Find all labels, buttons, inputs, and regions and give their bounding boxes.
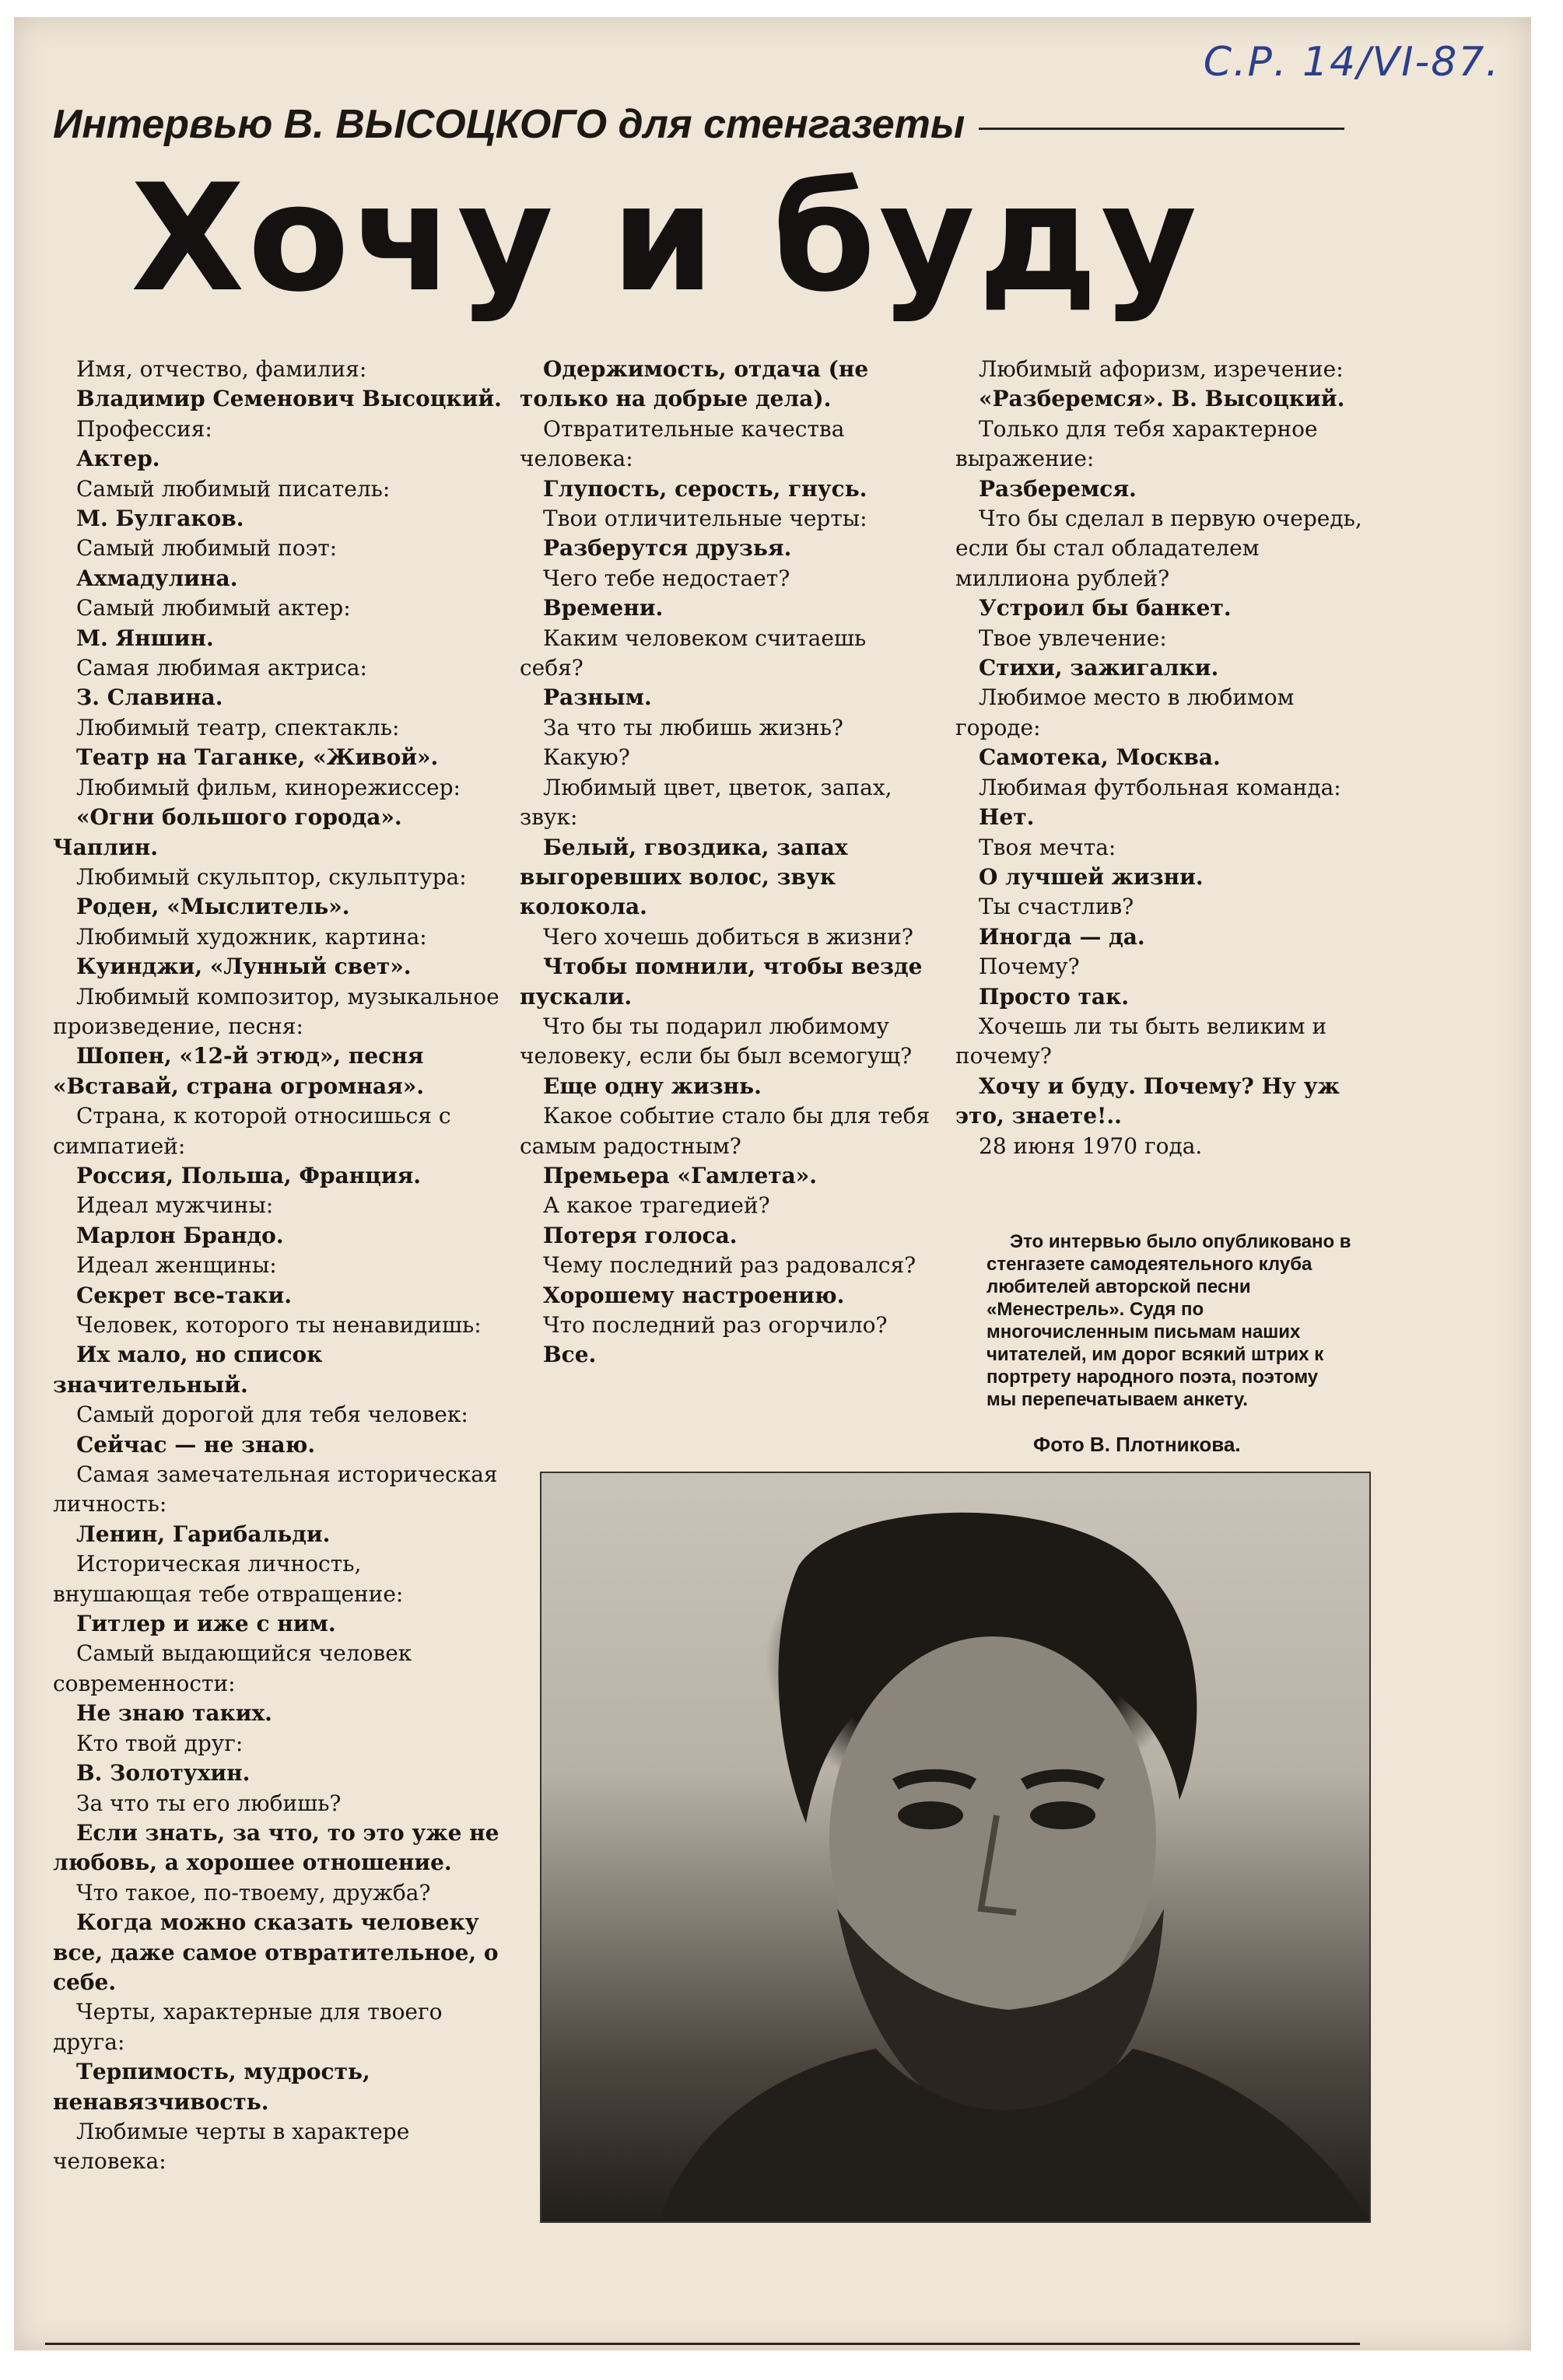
answer-text: З. Славина. bbox=[76, 684, 223, 711]
answer-text: Разным. bbox=[543, 684, 652, 711]
question-text: Любимый фильм, кинорежиссер: bbox=[76, 774, 461, 800]
answer-text: М. Яншин. bbox=[76, 625, 214, 651]
question-text: Почему? bbox=[979, 954, 1080, 980]
answer-text: Одержимость, отдача (не только на добрые дела). bbox=[520, 356, 869, 412]
answer-text: Марлон Брандо. bbox=[76, 1222, 284, 1248]
answer-text: Терпимость, мудрость, ненавязчивость. bbox=[53, 2059, 370, 2115]
photo-credit: Фото В. Плотникова. bbox=[1033, 1433, 1241, 1456]
article-headline: Хочу и буду bbox=[131, 152, 1200, 324]
question-text: Отвратительные качества человека: bbox=[520, 415, 845, 472]
answer-text: Глупость, серость, гнусь. bbox=[543, 475, 867, 502]
answer-text: Самотека, Москва. bbox=[979, 744, 1221, 771]
answer-text: Белый, гвоздика, запах выгоревших волос, звук колокола. bbox=[520, 834, 848, 920]
answer-text: Стихи, зажигалки. bbox=[979, 655, 1219, 681]
answer-text: «Разберемся». В. Высоцкий. bbox=[979, 386, 1345, 412]
question-text: Кто твой друг: bbox=[76, 1730, 244, 1756]
answer-text: М. Булгаков. bbox=[76, 506, 244, 532]
editorial-note: Это интервью было опубликовано в стенгазете самодеятельного клуба любителей авторской песни «Менестрель». Судя по многочисленным письмам наших читателей, им дорог всякий штрих к портрету народного поэта, поэтому мы перепечатываем анкету. bbox=[987, 1231, 1351, 1410]
answer-text: Все. bbox=[543, 1342, 597, 1368]
question-text: Самая замечательная историческая личность: bbox=[53, 1461, 498, 1517]
question-text: Только для тебя характерное выражение: bbox=[955, 415, 1318, 472]
question-text: Самый выдающийся человек современности: bbox=[53, 1640, 412, 1696]
question-text: Самая любимая актриса: bbox=[76, 655, 367, 681]
answer-text: Секрет все-таки. bbox=[76, 1282, 292, 1308]
answer-text: Сейчас — не знаю. bbox=[76, 1431, 316, 1458]
answer-text: Театр на Таганке, «Живой». bbox=[76, 744, 439, 771]
question-text: Любимый цвет, цветок, запах, звук: bbox=[520, 774, 892, 831]
question-text: Твоя мечта: bbox=[979, 834, 1116, 860]
question-text: Чего тебе недостает? bbox=[543, 565, 790, 591]
answer-text: Ленин, Гарибальди. bbox=[76, 1521, 331, 1547]
question-text: Твои отличительные черты: bbox=[543, 506, 867, 532]
handwritten-note: С.Р. 14/VI-87. bbox=[1203, 39, 1500, 86]
answer-text: Ахмадулина. bbox=[76, 565, 238, 591]
portrait-illustration bbox=[541, 1473, 1369, 2221]
question-text: Что последний раз огорчило? bbox=[543, 1312, 888, 1338]
question-text: Что бы сделал в первую очередь, если бы стал обладателем миллиона рублей? bbox=[955, 506, 1362, 591]
answer-text: Устроил бы банкет. bbox=[979, 595, 1232, 621]
answer-text: Еще одну жизнь. bbox=[543, 1073, 762, 1099]
question-text: А какое трагедией? bbox=[543, 1192, 770, 1219]
portrait-photo bbox=[540, 1472, 1371, 2223]
question-text: Любимый театр, спектакль: bbox=[76, 714, 400, 740]
question-text: Любимый афоризм, изречение: bbox=[979, 356, 1344, 382]
answer-text: Если знать, за что, то это уже не любовь, а хорошее отношение. bbox=[53, 1819, 499, 1876]
kicker-rule bbox=[979, 128, 1344, 130]
question-text: 28 июня 1970 года. bbox=[979, 1132, 1203, 1159]
newspaper-clipping bbox=[14, 17, 1531, 2350]
question-text: Чему последний раз радовался? bbox=[543, 1252, 916, 1279]
answer-text: Актер. bbox=[76, 446, 160, 472]
question-text: Твое увлечение: bbox=[979, 625, 1167, 651]
question-text: Самый дорогой для тебя человек: bbox=[76, 1402, 468, 1428]
question-text: Человек, которого ты ненавидишь: bbox=[76, 1312, 482, 1338]
answer-text: Россия, Польша, Франция. bbox=[76, 1162, 422, 1188]
question-text: Историческая личность, внушающая тебе отвращение: bbox=[53, 1551, 404, 1607]
question-text: Какое событие стало бы для тебя самым радостным? bbox=[520, 1103, 930, 1159]
question-text: Что такое, по-твоему, дружба? bbox=[76, 1879, 431, 1906]
answer-text: Хорошему настроению. bbox=[543, 1282, 845, 1308]
column-2 bbox=[520, 355, 932, 1370]
question-text: Любимые черты в характере человека: bbox=[53, 2118, 410, 2175]
question-text: Что бы ты подарил любимому человеку, если бы был всемогущ? bbox=[520, 1013, 913, 1069]
answer-text: О лучшей жизни. bbox=[979, 863, 1204, 890]
answer-text: Гитлер и иже с ним. bbox=[76, 1611, 336, 1637]
answer-text: Иногда — да. bbox=[979, 923, 1145, 950]
answer-text: Когда можно сказать человеку все, даже самое отвратительное, о себе. bbox=[53, 1909, 499, 1995]
question-text: Любимый художник, картина: bbox=[76, 923, 427, 950]
answer-text: «Огни большого города». Чаплин. bbox=[53, 804, 402, 860]
question-text: Любимый скульптор, скульптура: bbox=[76, 863, 467, 890]
question-text: Профессия: bbox=[76, 415, 212, 442]
answer-text: Чтобы помнили, чтобы везде пускали. bbox=[520, 954, 923, 1010]
answer-text: Роден, «Мыслитель». bbox=[76, 894, 350, 920]
question-text: Любимый композитор, музыкальное произведение, песня: bbox=[53, 983, 499, 1039]
question-text: Хочешь ли ты быть великим и почему? bbox=[955, 1013, 1327, 1069]
answer-text: Их мало, но список значительный. bbox=[53, 1342, 323, 1398]
answer-text: Хочу и буду. Почему? Ну уж это, знаете!.. bbox=[955, 1073, 1340, 1129]
answer-text: Нет. bbox=[979, 804, 1035, 831]
question-text: Чего хочешь добиться в жизни? bbox=[543, 923, 913, 950]
question-text: Любимое место в любимом городе: bbox=[955, 684, 1295, 740]
bottom-rule bbox=[45, 2343, 1360, 2345]
question-text: Каким человеком считаешь себя? bbox=[520, 625, 867, 681]
question-text: Самый любимый актер: bbox=[76, 595, 351, 621]
answer-text: Не знаю таких. bbox=[76, 1700, 272, 1727]
answer-text: В. Золотухин. bbox=[76, 1760, 251, 1787]
question-text: Ты счастлив? bbox=[979, 894, 1134, 920]
question-text: Черты, характерные для твоего друга: bbox=[53, 1999, 443, 2055]
answer-text: Разберутся друзья. bbox=[543, 535, 792, 562]
question-text: Идеал женщины: bbox=[76, 1252, 277, 1279]
question-text: Самый любимый поэт: bbox=[76, 535, 338, 562]
answer-text: Потеря голоса. bbox=[543, 1222, 738, 1248]
answer-text: Владимир Семенович Высоцкий. bbox=[76, 386, 502, 412]
answer-text: Просто так. bbox=[979, 983, 1129, 1010]
question-text: За что ты его любишь? bbox=[76, 1790, 342, 1816]
question-text: Имя, отчество, фамилия: bbox=[76, 356, 367, 382]
answer-text: Шопен, «12-й этюд», песня «Вставай, страна огромная». bbox=[53, 1043, 425, 1099]
question-text: Самый любимый писатель: bbox=[76, 475, 391, 502]
column-3 bbox=[955, 355, 1368, 1161]
article-kicker: Интервью В. ВЫСОЦКОГО для стенгазеты bbox=[53, 102, 965, 147]
question-text: Страна, к которой относишься с симпатией: bbox=[53, 1103, 451, 1159]
answer-text: Куинджи, «Лунный свет». bbox=[76, 954, 412, 980]
question-text: Идеал мужчины: bbox=[76, 1192, 274, 1219]
answer-text: Времени. bbox=[543, 595, 664, 621]
answer-text: Премьера «Гамлета». bbox=[543, 1162, 818, 1188]
question-text: За что ты любишь жизнь? bbox=[543, 714, 843, 740]
column-1 bbox=[53, 355, 504, 2177]
question-text: Какую? bbox=[543, 744, 630, 771]
question-text: Любимая футбольная команда: bbox=[979, 774, 1341, 800]
answer-text: Разберемся. bbox=[979, 475, 1137, 502]
